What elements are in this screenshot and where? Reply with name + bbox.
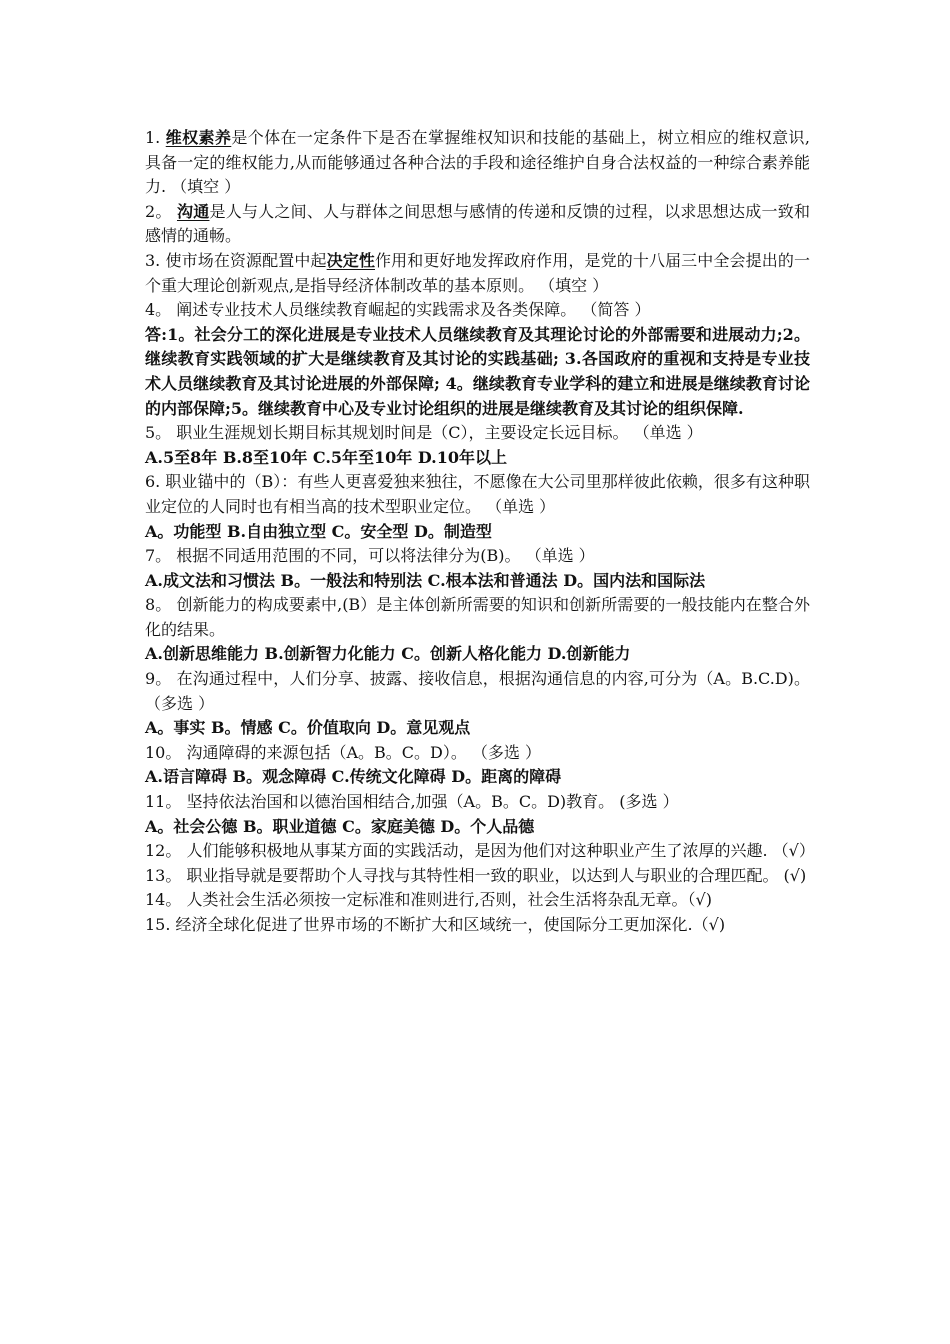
key-term: 维权素养	[165, 128, 232, 147]
question-10: 10。 沟通障碍的来源包括（A。B。C。D）。 （多选 ）	[145, 742, 542, 762]
question-14: 14。 人类社会生活必须按一定标准和准则进行,否则，社会生活将杂乱无章。（√)	[145, 890, 712, 910]
question-7: 7。 根据不同适用范围的不同，可以将法律分为(B)。 （单选 ）	[145, 546, 595, 566]
question-number: 2。	[145, 201, 177, 221]
question-5: 5。 职业生涯规划长期目标其规划时间是（C），主要设定长远目标。 （单选 ）	[145, 423, 703, 443]
options-9: A。事实 B。情感 C。价值取向 D。意见观点	[145, 718, 471, 738]
options-5: A.5至8年 B.8至10年 C.5年至10年 D.10年以上	[145, 447, 508, 467]
options-6: A。功能型 B.自由独立型 C。安全型 D。制造型	[145, 521, 492, 541]
question-number: 1.	[145, 128, 166, 147]
key-term: 沟通	[176, 201, 210, 221]
question-1	[145, 126, 810, 200]
answer-4: 答:1。社会分工的深化进展是专业技术人员继续教育及其理论讨论的外部需要和进展动力;2。继续教育实践领域的扩大是继续教育及其讨论的实践基础; 3.各国政府的重视和支持是专业技术人员继续教育及其讨论进展的外部保障; 4。继续教育专业学科的建立和进展是继续教育讨论的内部保障;5。继续教育中心及专业讨论组织的进展是继续教育及其讨论的组织保障.	[145, 324, 810, 418]
question-12: 12。 人们能够积极地从事某方面的实践活动，是因为他们对这种职业产生了浓厚的兴趣. （√）	[145, 841, 815, 861]
question-11: 11。 坚持依法治国和以德治国相结合,加强（A。B。C。D)教育。 (多选 ）	[145, 792, 679, 812]
document-page	[145, 126, 816, 938]
question-9: 9。 在沟通过程中，人们分享、披露、接收信息，根据沟通信息的内容,可分为（A。B.C.D)。 （多选 ）	[145, 669, 816, 713]
question-6: 6. 职业锚中的（B）：有些人更喜爱独来独往，不愿像在大公司里那样彼此依赖，很多有这种职业定位的人同时也有相当高的技术型职业定位。 （单选 ）	[145, 472, 810, 516]
question-13: 13。 职业指导就是要帮助个人寻找与其特性相一致的职业，以达到人与职业的合理匹配。 (√)	[145, 865, 807, 885]
question-text: 是人与人之间、人与群体之间思想与感情的传递和反馈的过程，以求思想达成一致和感情的通畅。	[145, 201, 810, 246]
question-text: 作用和更好地发挥政府作用，是党的十八届三中全会提出的一个重大理论创新观点,是指导经济体制改革的基本原则。 （填空 ）	[145, 250, 810, 295]
question-15: 15. 经济全球化促进了世界市场的不断扩大和区域统一，使国际分工更加深化.（√)	[145, 915, 726, 934]
options-8: A.创新思维能力 B.创新智力化能力 C。创新人格化能力 D.创新能力	[145, 644, 631, 664]
question-4: 4。 阐述专业技术人员继续教育崛起的实践需求及各类保障。 （简答 ）	[145, 300, 651, 320]
question-8: 8。 创新能力的构成要素中,(B）是主体创新所需要的知识和创新所需要的一般技能内在整合外化的结果。	[145, 595, 810, 639]
question-text-lead: 3. 使市场在资源配置中起	[145, 250, 327, 270]
options-11: A。社会公德 B。职业道德 C。家庭美德 D。个人品德	[145, 816, 535, 836]
key-term: 决定性	[326, 250, 375, 270]
question-2	[145, 200, 810, 249]
question-3	[145, 249, 810, 298]
options-7: A.成文法和习惯法 B。一般法和特别法 C.根本法和普通法 D。国内法和国际法	[145, 570, 706, 590]
question-text: 是个体在一定条件下是否在掌握维权知识和技能的基础上，树立相应的维权意识,具备一定的维权能力,从而能够通过各种合法的手段和途径维护自身合法权益的一种综合素养能力. （填空 ）	[145, 128, 810, 197]
options-10: A.语言障碍 B。观念障碍 C.传统文化障碍 D。距离的障碍	[145, 767, 562, 787]
